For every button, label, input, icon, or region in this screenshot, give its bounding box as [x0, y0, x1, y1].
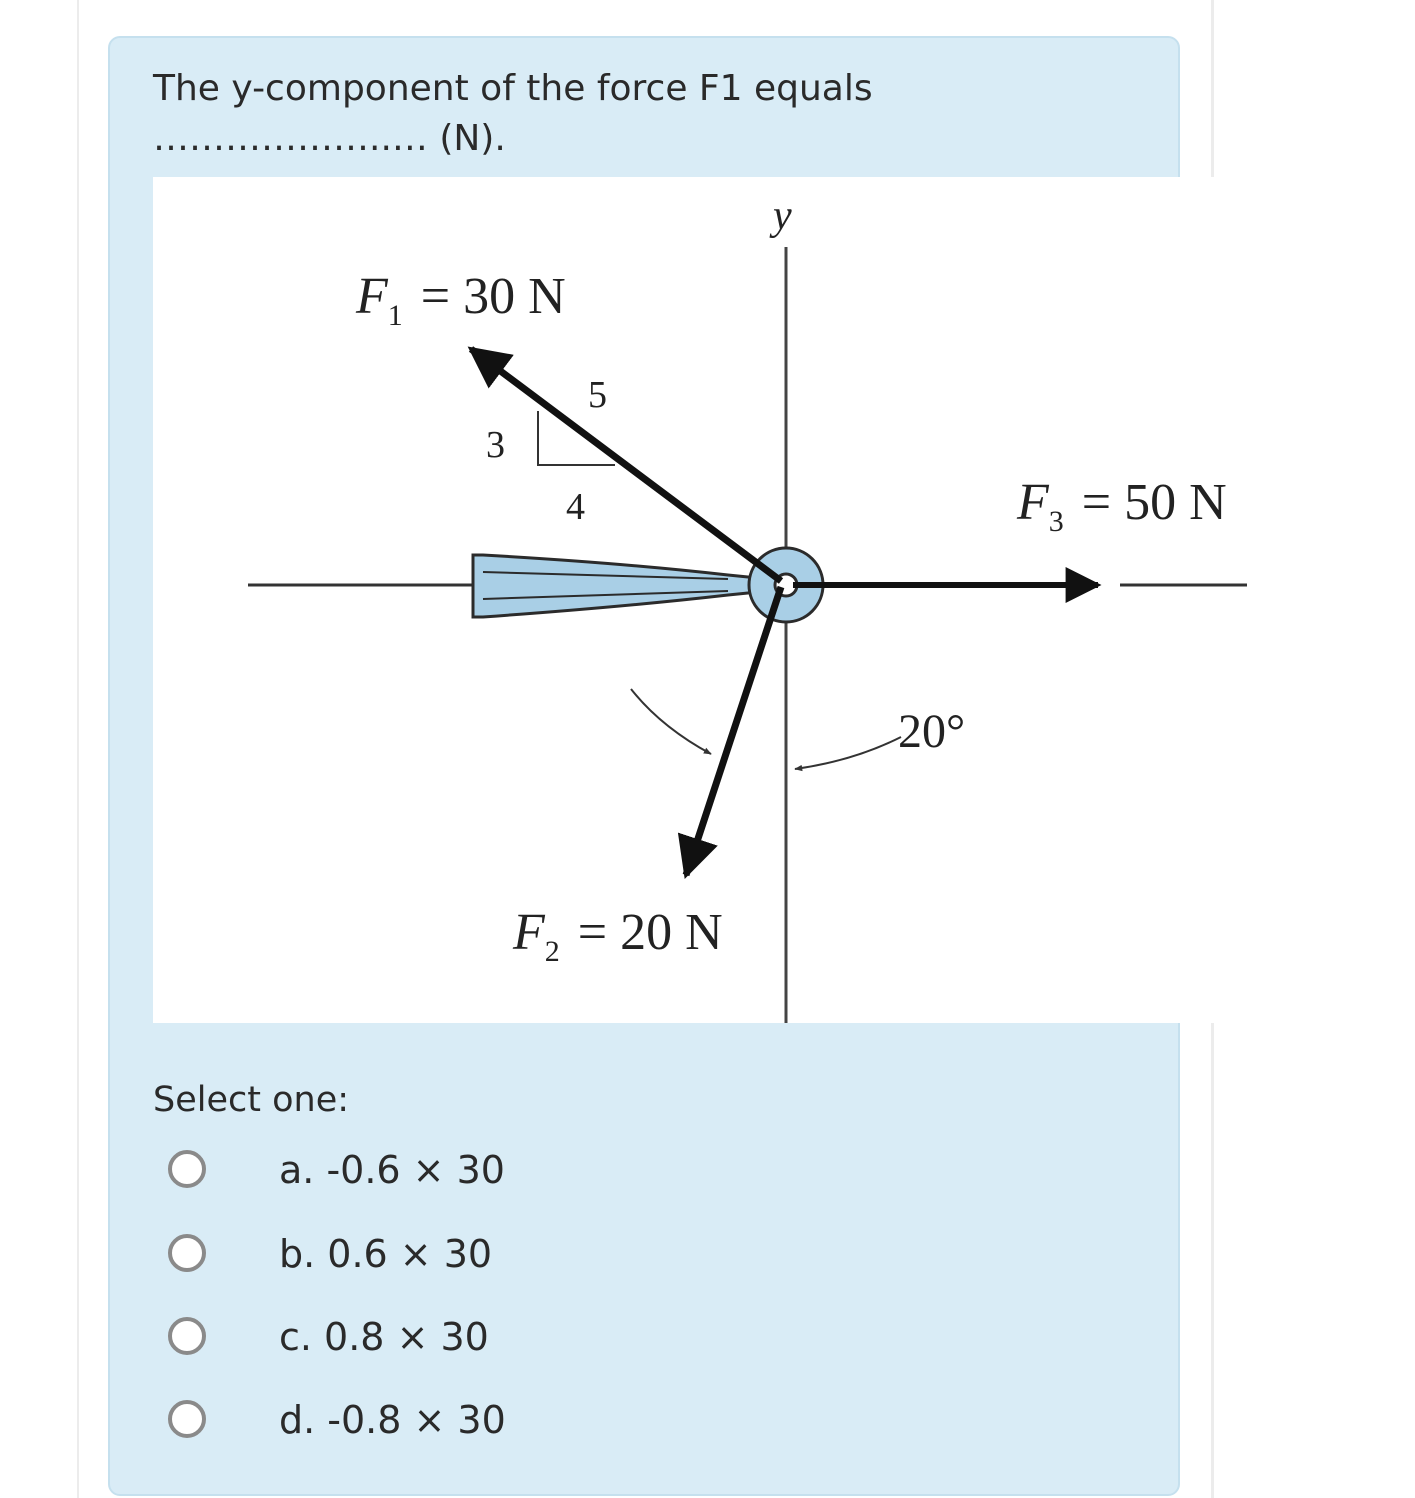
slope-triangle: [538, 411, 615, 465]
option-a-label: a. -0.6 × 30: [279, 1148, 505, 1192]
angle-label: 20°: [898, 705, 966, 758]
radio-c[interactable]: [168, 1317, 206, 1355]
slope-run-label: 4: [566, 486, 585, 528]
angle-arc-left: [631, 689, 711, 754]
y-axis-label: y: [773, 193, 792, 239]
f1-label: $F_1 = 30$ N: [356, 268, 566, 332]
option-b-label: b. 0.6 × 30: [279, 1232, 493, 1276]
f2-label: $F_2 = 20$ N: [513, 904, 723, 968]
select-one-label: Select one:: [153, 1080, 350, 1120]
slope-rise-label: 3: [486, 424, 505, 466]
option-a[interactable]: [166, 1147, 866, 1197]
force-diagram-svg: [153, 177, 1247, 1023]
option-c[interactable]: [166, 1314, 866, 1364]
option-d[interactable]: [166, 1397, 866, 1447]
radio-b[interactable]: [168, 1234, 206, 1272]
radio-a[interactable]: [168, 1150, 206, 1188]
option-b[interactable]: [166, 1231, 866, 1281]
slope-hyp-label: 5: [588, 374, 607, 416]
force-diagram: [153, 177, 1247, 1023]
radio-d[interactable]: [168, 1400, 206, 1438]
question-line-1: The y-component of the force F1 equals: [153, 68, 873, 109]
page-divider-left: [77, 0, 79, 1498]
angle-arc-right: [795, 737, 901, 769]
f2-arrow: [686, 587, 781, 875]
option-c-label: c. 0.8 × 30: [279, 1315, 489, 1359]
question-text: [153, 64, 1153, 164]
option-d-label: d. -0.8 × 30: [279, 1398, 506, 1442]
f3-label: $F_3 = 50$ N: [1017, 474, 1227, 538]
bracket-member: [473, 555, 768, 617]
question-line-2: ………………..… (N).: [153, 118, 506, 159]
f1-arrow: [471, 349, 781, 581]
